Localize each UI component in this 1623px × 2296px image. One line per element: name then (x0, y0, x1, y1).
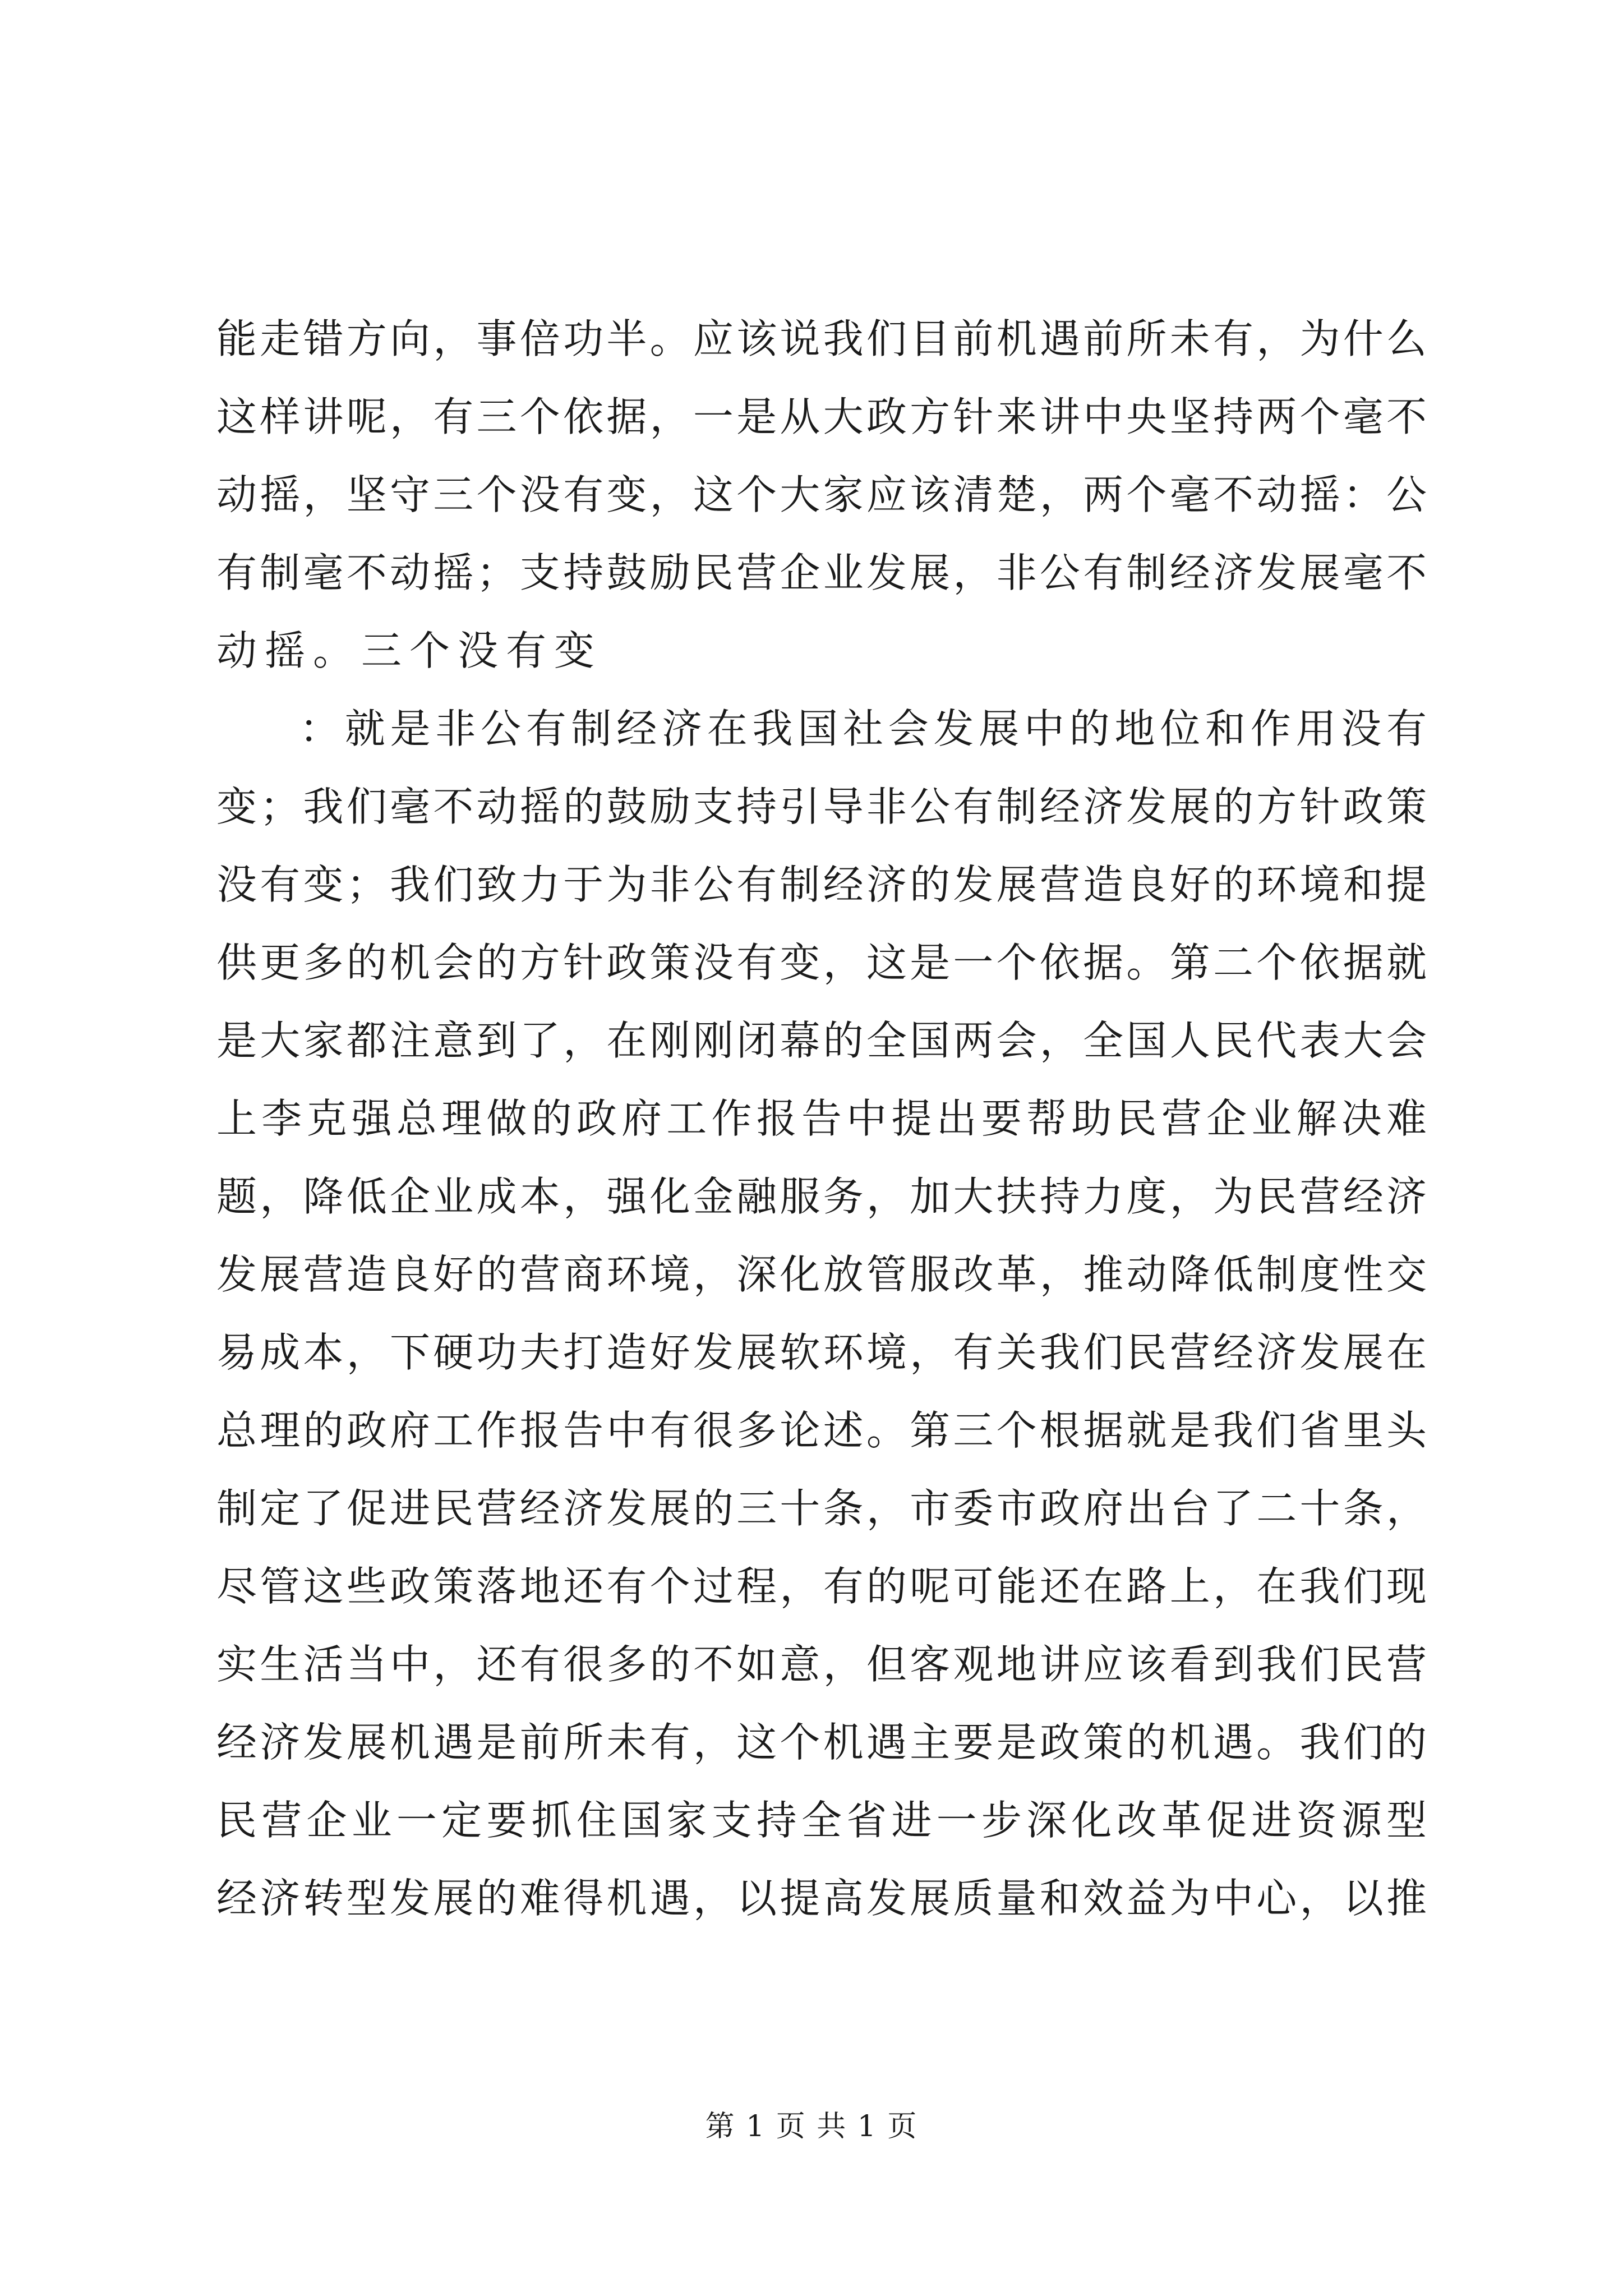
text-line-10: 是大家都注意到了，在刚刚闭幕的全国两会，全国人民代表大会 (216, 1017, 1428, 1064)
text-line-8: 没有变；我们致力于为非公有制经济的发展营造良好的环境和提 (216, 861, 1428, 908)
text-line-20: 民营企业一定要抓住国家支持全省进一步深化改革促进资源型 (216, 1797, 1428, 1844)
body-text (216, 300, 1428, 1938)
text-line-13: 发展营造良好的营商环境，深化放管服改革，推动降低制度性交 (216, 1251, 1428, 1298)
text-line-7: 变；我们毫不动摇的鼓励支持引导非公有制经济发展的方针政策 (216, 783, 1428, 830)
page-footer (0, 2102, 1623, 2145)
text-line-17: 尽管这些政策落地还有个过程，有的呢可能还在路上，在我们现 (216, 1563, 1428, 1610)
text-line-4: 有制毫不动摇；支持鼓励民营企业发展，非公有制经济发展毫不 (216, 549, 1428, 596)
text-line-3: 动摇，坚守三个没有变，这个大家应该清楚，两个毫不动摇：公 (216, 471, 1428, 518)
text-line-14: 易成本，下硬功夫打造好发展软环境，有关我们民营经济发展在 (216, 1329, 1428, 1376)
text-line-16: 制定了促进民营经济发展的三十条，市委市政府出台了二十条， (216, 1485, 1428, 1532)
text-line-12: 题，降低企业成本，强化金融服务，加大扶持力度，为民营经济 (216, 1173, 1428, 1220)
text-line-18: 实生活当中，还有很多的不如意，但客观地讲应该看到我们民营 (216, 1641, 1428, 1688)
page-number: 第 1 页 共 1 页 (705, 2110, 918, 2143)
text-line-1: 能走错方向，事倍功半。应该说我们目前机遇前所未有，为什么 (216, 315, 1428, 362)
text-line-19: 经济发展机遇是前所未有，这个机遇主要是政策的机遇。我们的 (216, 1719, 1428, 1766)
text-line-21: 经济转型发展的难得机遇，以提高发展质量和效益为中心，以推 (216, 1875, 1428, 1922)
text-line-9: 供更多的机会的方针政策没有变，这是一个依据。第二个依据就 (216, 939, 1428, 986)
text-line-15: 总理的政府工作报告中有很多论述。第三个根据就是我们省里头 (216, 1407, 1428, 1454)
text-line-11: 上李克强总理做的政府工作报告中提出要帮助民营企业解决难 (216, 1095, 1428, 1142)
text-line-2: 这样讲呢，有三个依据，一是从大政方针来讲中央坚持两个毫不 (216, 393, 1428, 440)
text-line-5: 动摇。三个没有变 (216, 627, 603, 674)
text-line-6: ：就是非公有制经济在我国社会发展中的地位和作用没有 (299, 705, 1428, 752)
